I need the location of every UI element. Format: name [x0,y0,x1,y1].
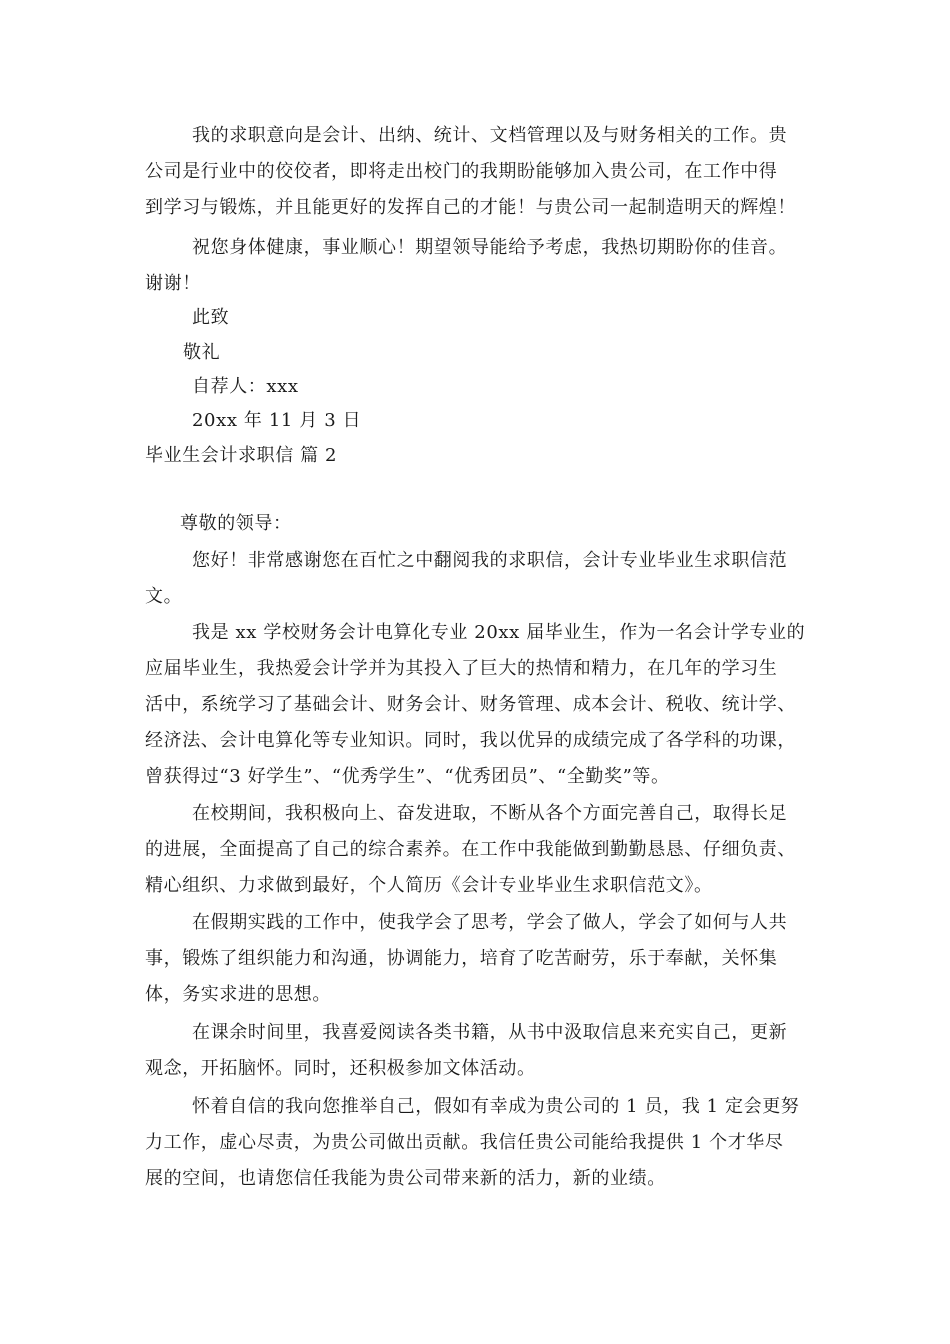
letter2-p6-line2: 力工作，虚心尽责，为贵公司做出贡献。我信任贵公司能给我提供 1 个才华尽 [145,1132,784,1153]
letter2-p3-line2: 的进展，全面提高了自己的综合素养。在工作中我能做到勤勤恳恳、仔细负责、 [145,839,796,860]
letter2-p5-line1: 在课余时间里，我喜爱阅读各类书籍，从书中汲取信息来充实自己，更新 [192,1022,788,1043]
letter2-p2-line5: 曾获得过“3 好学生”、“优秀学生”、“优秀团员”、“全勤奖”等。 [145,766,670,787]
letter1-p2-line1: 祝您身体健康，事业顺心！期望领导能给予考虑，我热切期盼你的佳音。 [192,237,788,258]
letter2-p2-line1: 我是 xx 学校财务会计电算化专业 20xx 届毕业生，作为一名会计学专业的 [192,622,806,643]
letter2-p1-line2: 文。 [145,586,183,607]
closing-text: 此致 [192,307,230,328]
letter1-p1-line3: 到学习与锻炼，并且能更好的发挥自己的才能！与贵公司一起制造明天的辉煌！ [145,197,796,218]
letter2-p2-line4: 经济法、会计电算化等专业知识。同时，我以优异的成绩完成了各学科的功课， [145,730,796,751]
letter2-p3-line1: 在校期间，我积极向上、奋发进取，不断从各个方面完善自己，取得长足 [192,803,788,824]
letter2-p4-line1: 在假期实践的工作中，使我学会了思考，学会了做人，学会了如何与人共 [192,912,788,933]
letter2-p6-line3: 展的空间，也请您信任我能为贵公司带来新的活力，新的业绩。 [145,1168,666,1189]
letter2-greeting: 尊敬的领导： [180,513,292,534]
letter2-p6-line1: 怀着自信的我向您推举自己，假如有幸成为贵公司的 1 员，我 1 定会更努 [192,1096,800,1117]
signature-text: 自荐人：xxx [192,376,299,397]
letter2-p3-line3: 精心组织、力求做到最好，个人简历《会计专业毕业生求职信范文》。 [145,875,713,896]
letter2-p4-line3: 体，务实求进的思想。 [145,984,331,1005]
letter1-p1-line1: 我的求职意向是会计、出纳、统计、文档管理以及与财务相关的工作。贵 [192,125,788,146]
letter1-p1-line2: 公司是行业中的佼佼者，即将走出校门的我期盼能够加入贵公司，在工作中得 [145,161,778,182]
letter2-p2-line3: 活中，系统学习了基础会计、财务会计、财务管理、成本会计、税收、统计学、 [145,694,796,715]
letter2-p1-line1: 您好！非常感谢您在百忙之中翻阅我的求职信，会计专业毕业生求职信范 [192,550,788,571]
date-text: 20xx 年 11 月 3 日 [192,410,362,431]
salute-text: 敬礼 [183,342,221,363]
letter2-p4-line2: 事，锻炼了组织能力和沟通，协调能力，培育了吃苦耐劳，乐于奉献，关怀集 [145,948,778,969]
letter2-p2-line2: 应届毕业生，我热爱会计学并为其投入了巨大的热情和精力，在几年的学习生 [145,658,778,679]
section-title: 毕业生会计求职信 篇 2 [145,445,338,466]
letter1-p2-line2: 谢谢！ [145,273,201,294]
letter2-p5-line2: 观念，开拓脑怀。同时，还积极参加文体活动。 [145,1058,536,1079]
